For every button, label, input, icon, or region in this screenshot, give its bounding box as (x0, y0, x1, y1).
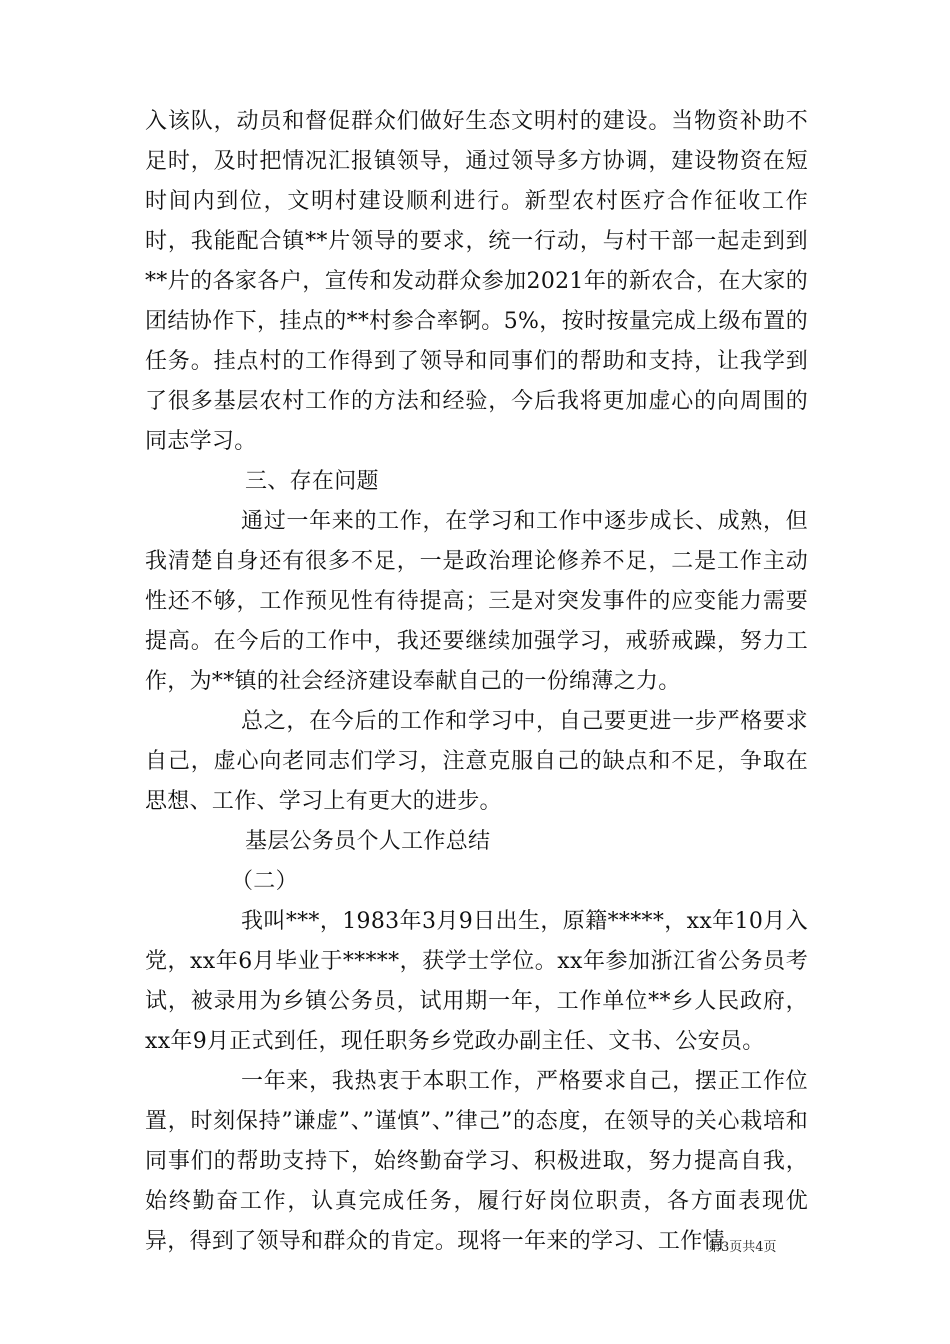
paragraph-summary: 一年来，我热衷于本职工作，严格要求自己，摆正工作位置，时刻保持”谦虚”、”谨慎”、”律己”的态度，在领导的关心栽培和同事们的帮助支持下，始终勤奋学习、积极进取，努力提高自我，始终勤奋工作，认真完成任务，履行好岗位职责，各方面表现优异，得到了领导和群众的肯定。现将一年来的学习、工作情 (145, 1069, 808, 1254)
page-number-footer: 第3页共4页 (708, 1240, 777, 1255)
paragraph-conclusion: 总之，在今后的工作和学习中，自己要更进一步严格要求自己，虚心向老同志们学习，注意克服自己的缺点和不足，争取在思想、工作、学习上有更大的进步。 (145, 709, 808, 814)
document-title: 基层公务员个人工作总结 (245, 829, 491, 854)
paragraph-introduction: 我叫***，1983年3月9日出生，原籍*****，xx年10月入党，xx年6月毕业于*****，获学士学位。xx年参加浙江省公务员考试，被录用为乡镇公务员，试用期一年，工作单位**乡人民政府，xx年9月正式到任，现任职务乡党政办副主任、文书、公安员。 (145, 909, 808, 1054)
section-heading-problems: 三、存在问题 (245, 469, 379, 494)
paragraph-continuation: 入该队，动员和督促群众们做好生态文明村的建设。当物资补助不足时，及时把情况汇报镇领导，通过领导多方协调，建设物资在短时间内到位，文明村建设顺利进行。新型农村医疗合作征收工作时，我能配合镇**片领导的要求，统一行动，与村干部一起走到到**片的各家各户，宣传和发动群众参加2021年的新农合，在大家的团结协作下，挂点的**村参合率锕。5%，按时按量完成上级布置的任务。挂点村的工作得到了领导和同事们的帮助和支持，让我学到了很多基层农村工作的方法和经验，今后我将更加虚心的向周围的同志学习。 (145, 109, 808, 454)
document-subtitle: （二） (231, 869, 298, 894)
paragraph-problems: 通过一年来的工作，在学习和工作中逐步成长、成熟，但我清楚自身还有很多不足，一是政治理论修养不足，二是工作主动性还不够，工作预见性有待提高；三是对突发事件的应变能力需要提高。在今后的工作中，我还要继续加强学习，戒骄戒躁，努力工作，为**镇的社会经济建设奉献自己的一份绵薄之力。 (145, 509, 808, 694)
document-body (145, 102, 808, 1262)
